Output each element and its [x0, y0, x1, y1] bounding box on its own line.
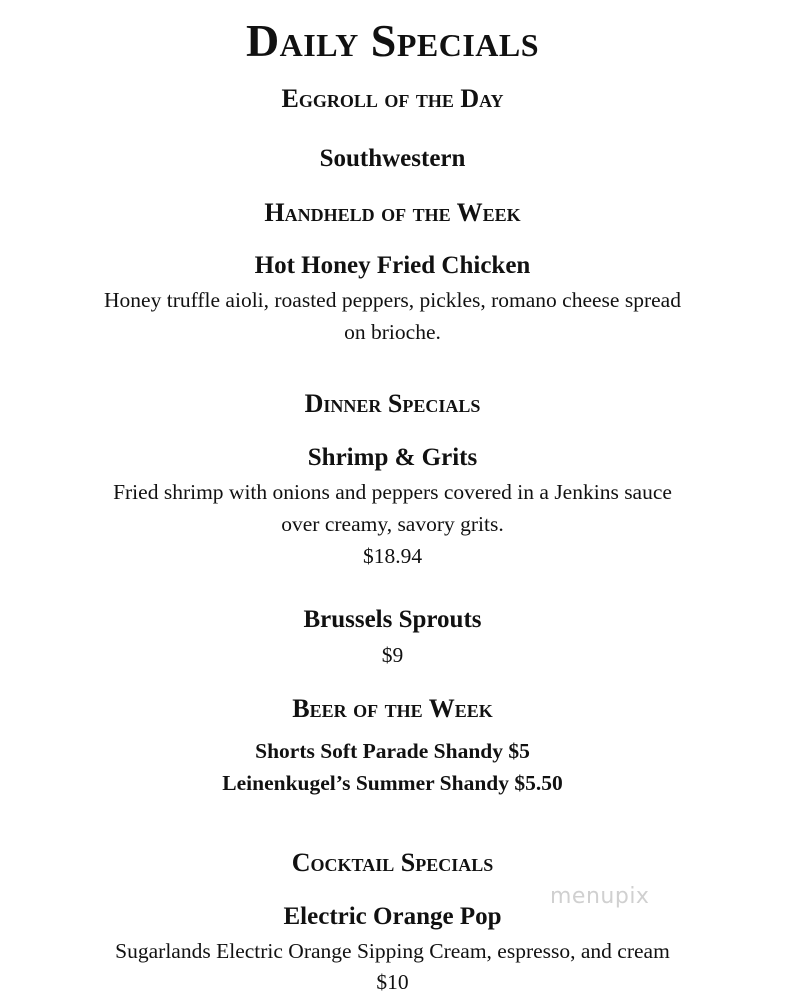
handheld-name: Hot Honey Fried Chicken	[254, 252, 531, 279]
cocktail-heading: Cocktail Specials	[291, 848, 494, 877]
beer-item: Leinenkugel’s Summer Shandy $5.50	[222, 771, 563, 795]
dinner-heading: Dinner Specials	[304, 389, 481, 418]
cocktail-description: Sugarlands Electric Orange Sipping Cream, espresso, and cream	[115, 939, 670, 963]
watermark-text: menupix	[550, 884, 650, 909]
eggroll-heading: Eggroll of the Day	[281, 84, 504, 113]
handheld-description-line2: on brioche.	[344, 320, 441, 344]
dinner-item-name: Brussels Sprouts	[303, 606, 482, 633]
dinner-item-description-line1: Fried shrimp with onions and peppers covered in a Jenkins sauce	[113, 480, 672, 504]
page-title: Daily Specials	[245, 15, 540, 66]
cocktail-name: Electric Orange Pop	[283, 903, 502, 930]
dinner-item-description-line2: over creamy, savory grits.	[281, 512, 504, 536]
dinner-item-price: $9	[381, 643, 404, 667]
eggroll-name: Southwestern	[319, 145, 466, 172]
beer-item: Shorts Soft Parade Shandy $5	[255, 739, 530, 763]
dinner-item-price: $18.94	[362, 544, 423, 568]
handheld-description-line1: Honey truffle aioli, roasted peppers, pickles, romano cheese spread	[104, 288, 681, 312]
beer-heading: Beer of the Week	[292, 694, 493, 723]
dinner-item-name: Shrimp & Grits	[307, 444, 478, 471]
handheld-heading: Handheld of the Week	[264, 198, 521, 227]
cocktail-price: $10	[376, 970, 409, 994]
